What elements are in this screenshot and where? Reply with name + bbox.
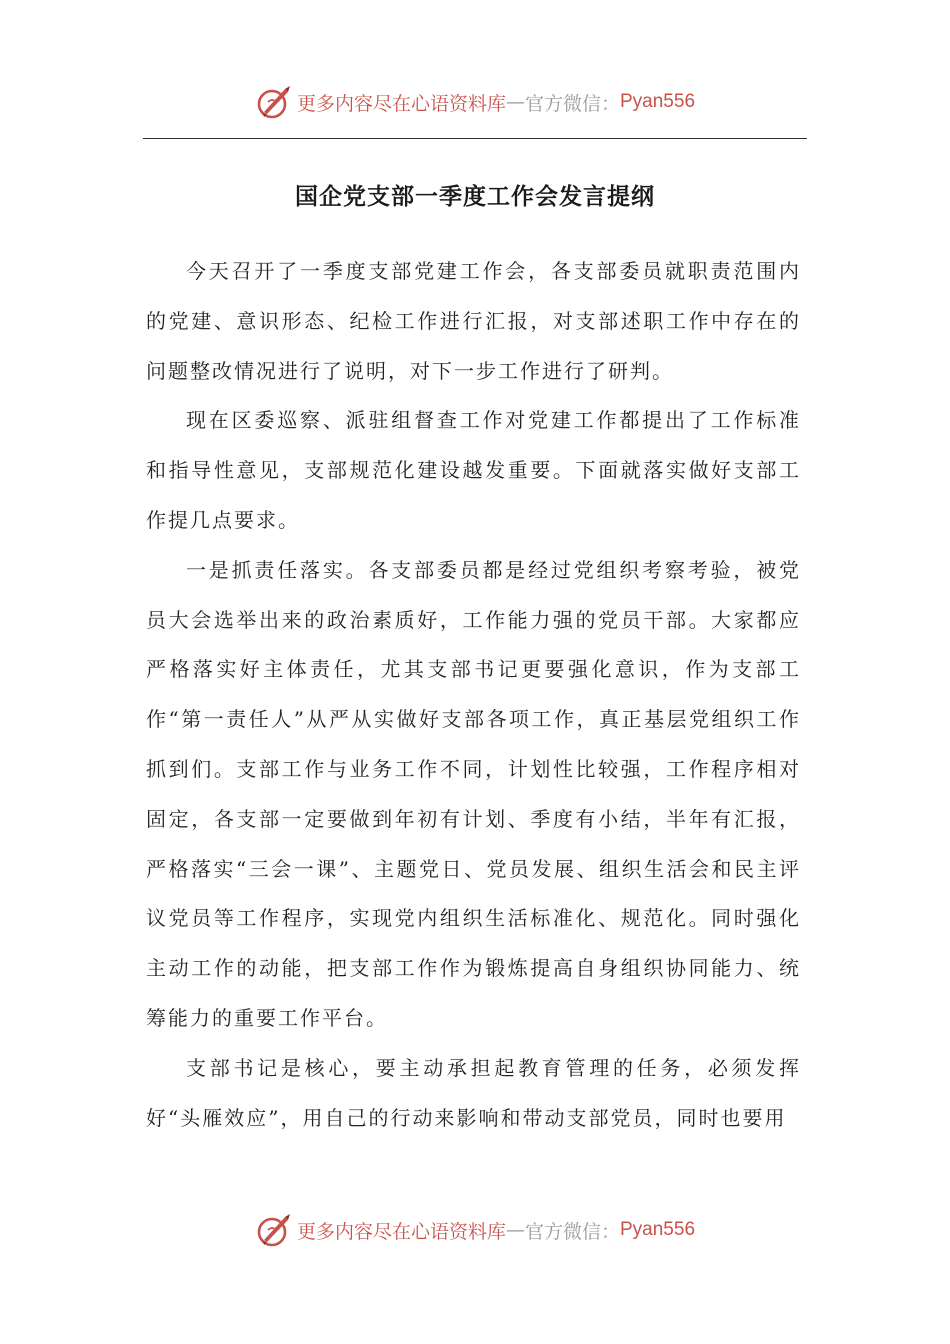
header-dash: — (505, 91, 525, 113)
header-banner (0, 80, 950, 124)
paragraph-3: 一是抓责任落实。各支部委员都是经过党组织考察考验，被党员大会选举出来的政治素质好，工作能力强的党员干部。大家都应严格落实好主体责任，尤其支部书记更要强化意识，作为支部工作“第一责任人”从严从实做好支部各项工作，真正基层党组织工作抓到们。支部工作与业务工作不同，计划性比较强，工作程序相对固定，各支部一定要做到年初有计划、季度有小结，半年有汇报，严格落实“三会一课”、主题党日、党员发展、组织生活会和民主评议党员等工作程序，实现党内组织生活标准化、规范化。同时强化主动工作的动能，把支部工作作为锻炼提高自身组织协同能力、统筹能力的重要工作平台。 (146, 557, 801, 1030)
quill-pen-seal-icon (255, 83, 293, 121)
document-body (146, 247, 801, 1143)
footer-banner (0, 1208, 950, 1252)
header-wechat-id: Pyan556 (620, 91, 696, 112)
paragraph-1: 今天召开了一季度支部党建工作会，各支部委员就职责范围内的党建、意识形态、纪检工作进行汇报，对支部述职工作中存在的问题整改情况进行了说明，对下一步工作进行了研判。 (146, 259, 801, 383)
footer-site-text: 更多内容尽在心语资料库 (296, 1220, 506, 1243)
footer-wechat-label: 官方微信： (524, 1220, 620, 1243)
quill-pen-seal-icon (255, 1211, 293, 1249)
header-site-text: 更多内容尽在心语资料库 (296, 92, 506, 115)
header-divider (143, 138, 807, 139)
paragraph-2: 现在区委巡察、派驻组督查工作对党建工作都提出了工作标准和指导性意见，支部规范化建设越发重要。下面就落实做好支部工作提几点要求。 (146, 408, 801, 532)
footer-wechat-id: Pyan556 (620, 1219, 696, 1240)
footer-dash: — (505, 1219, 525, 1241)
document-title: 国企党支部一季度工作会发言提纲 (295, 183, 655, 210)
paragraph-4: 支部书记是核心，要主动承担起教育管理的任务，必须发挥好“头雁效应”，用自己的行动来影响和带动支部党员，同时也要用 (146, 1055, 801, 1130)
header-wechat-label: 官方微信： (524, 92, 620, 115)
